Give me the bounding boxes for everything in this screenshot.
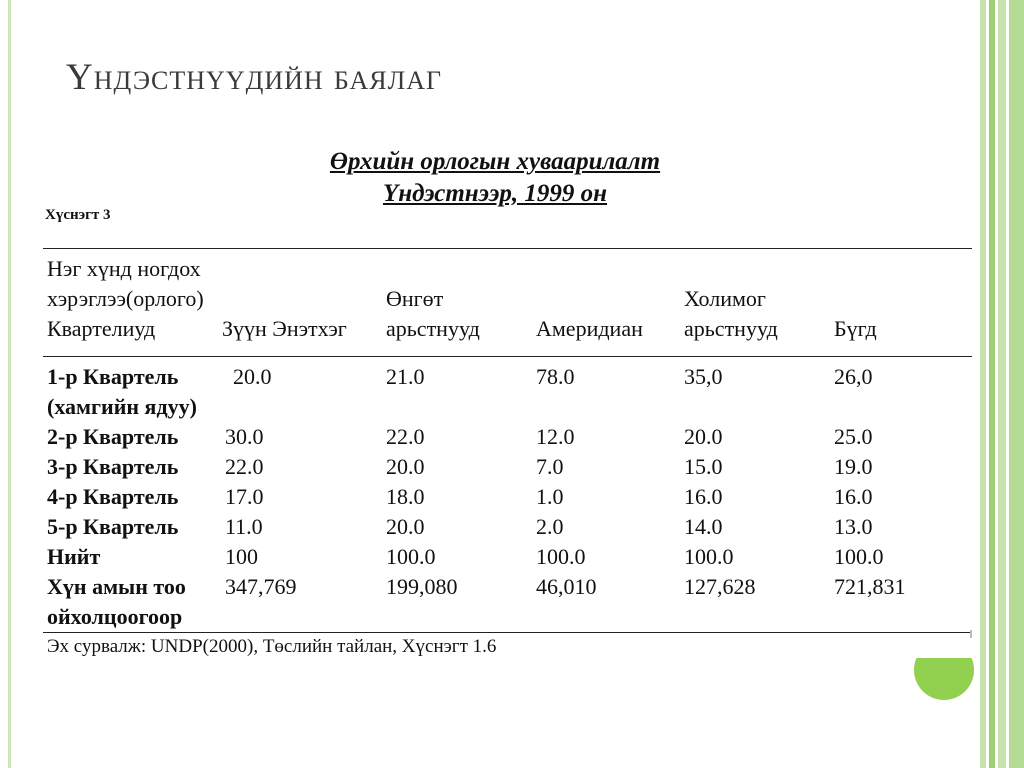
column-header-total	[834, 314, 877, 344]
cell-value: 100.0	[536, 544, 586, 569]
column-header-east-indian	[222, 314, 347, 344]
cell-value: 127,628	[684, 574, 756, 599]
cell-value: 11.0	[225, 514, 263, 539]
cell-value: 46,010	[536, 574, 597, 599]
corner-mark	[970, 630, 972, 638]
column-header-line: Өнгөт	[386, 286, 444, 311]
left-border-decoration	[8, 0, 11, 768]
cell-value: 7.0	[536, 454, 564, 479]
column-header-amerindian	[536, 314, 643, 344]
table-title-line1: Өрхийн орлогын хуваарилалт	[329, 148, 661, 175]
table-title-line2: Үндэстнээр, 1999 он	[382, 180, 608, 207]
cell-value: 22.0	[386, 424, 425, 449]
cell-value: 16.0	[834, 484, 873, 509]
table-bottom-rule	[43, 632, 972, 633]
cell-value: 12.0	[536, 424, 575, 449]
cell-value: 1.0	[536, 484, 564, 509]
column-header-colored	[386, 284, 480, 344]
row-header-line: хэрэглээ(орлого)	[47, 286, 204, 311]
column-header-line: Зүүн Энэтхэг	[222, 316, 347, 341]
cell-value: 18.0	[386, 484, 425, 509]
cell-value: 21.0	[386, 364, 425, 389]
table-number-label: Хүснэгт 3	[45, 207, 111, 223]
cell-value: 199,080	[386, 574, 458, 599]
header-bottom-rule	[43, 356, 972, 357]
cell-value: 100.0	[684, 544, 734, 569]
cell-value: 26,0	[834, 364, 873, 389]
cell-value: 13.0	[834, 514, 873, 539]
row-header-line: Квартелиуд	[47, 316, 156, 341]
row-label: Хүн амын тоо ойхолцоогоор	[47, 574, 186, 629]
row-label: 1-р Квартель (хамгийн ядуу)	[47, 364, 197, 419]
cell-value: 20.0	[386, 454, 425, 479]
cell-value: 16.0	[684, 484, 723, 509]
cell-value: 35,0	[684, 364, 723, 389]
row-label: 3-р Квартель	[47, 454, 179, 479]
cell-value: 78.0	[536, 364, 575, 389]
cell-value: 100	[225, 544, 258, 569]
row-label: Нийт	[47, 544, 101, 569]
cell-value: 25.0	[834, 424, 873, 449]
cell-value: 20.0	[233, 364, 272, 389]
cell-value: 19.0	[834, 454, 873, 479]
row-header-line: Нэг хүнд ногдох	[47, 256, 201, 281]
cell-value: 15.0	[684, 454, 723, 479]
table-top-rule	[43, 248, 972, 249]
cell-value: 20.0	[386, 514, 425, 539]
slide-title: Үндэстнүүдийн баялаг	[66, 57, 443, 98]
column-header-mixed	[684, 284, 778, 344]
cell-value: 2.0	[536, 514, 564, 539]
column-header-line: Бүгд	[834, 316, 877, 341]
source-note: Эх сурвалж: UNDP(2000), Төслийн тайлан, Хүснэгт 1.6	[47, 636, 497, 657]
cell-value: 14.0	[684, 514, 723, 539]
column-header-line: Холимог	[684, 286, 766, 311]
column-header-line: арьстнууд	[684, 316, 778, 341]
cell-value: 100.0	[834, 544, 884, 569]
row-header	[47, 254, 204, 344]
cell-value: 721,831	[834, 574, 906, 599]
cell-value: 347,769	[225, 574, 297, 599]
cell-value: 30.0	[225, 424, 264, 449]
column-header-line: Америдиан	[536, 316, 643, 341]
column-header-line: арьстнууд	[386, 316, 480, 341]
row-label: 2-р Квартель	[47, 424, 179, 449]
table-title	[240, 146, 750, 210]
cell-value: 20.0	[684, 424, 723, 449]
cell-value: 22.0	[225, 454, 264, 479]
cell-value: 100.0	[386, 544, 436, 569]
row-label: 4-р Квартель	[47, 484, 179, 509]
row-label: 5-р Квартель	[47, 514, 179, 539]
right-border-decoration	[976, 0, 1024, 768]
decorative-circle-icon	[914, 640, 974, 700]
cell-value: 17.0	[225, 484, 264, 509]
